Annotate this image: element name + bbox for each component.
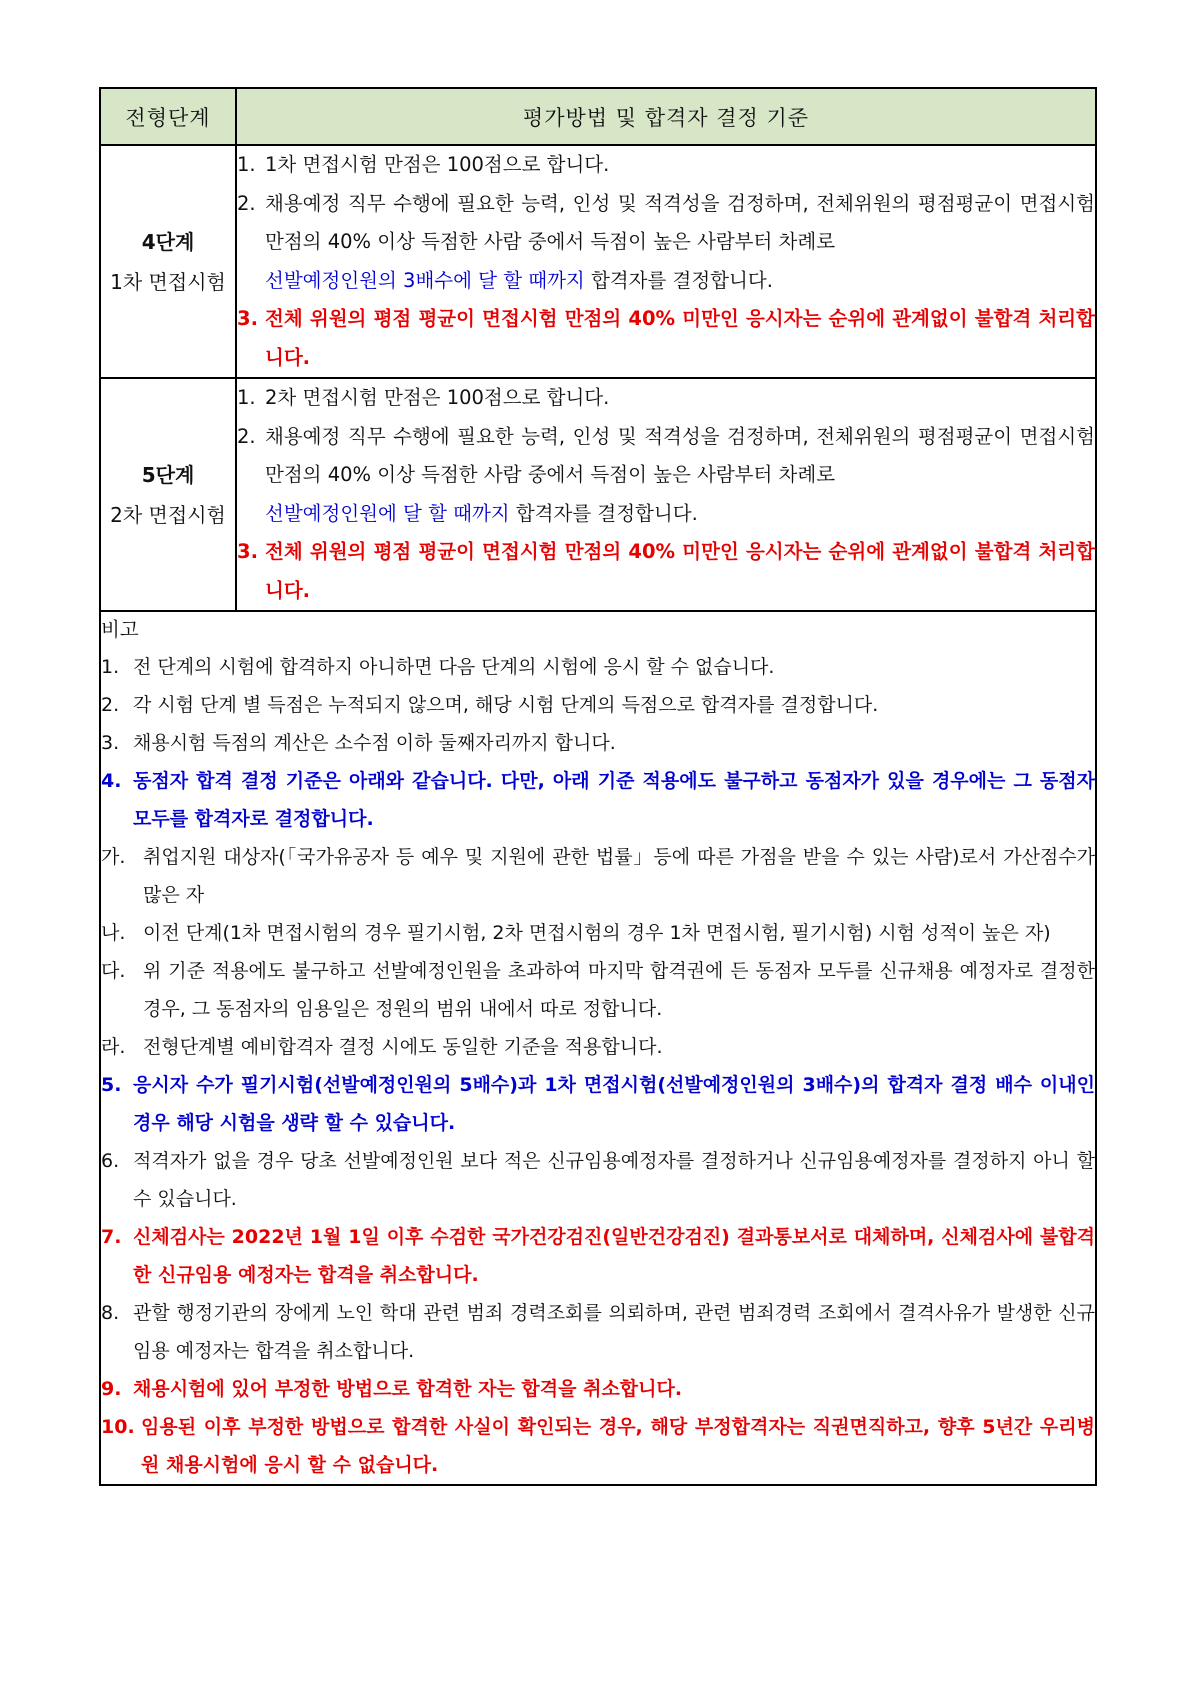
item-text: 2차 면접시험 만점은 100점으로 합니다.	[265, 386, 610, 409]
item-text: 전체 위원의 평점 평균이 면접시험 만점의 40% 미만인 응시자는 순위에 관계없이 불합격 처리합니다.	[265, 307, 1095, 369]
header-criteria: 평가방법 및 합격자 결정 기준	[236, 88, 1096, 145]
item-number: 1.	[237, 153, 256, 176]
item-text: 전체 위원의 평점 평균이 면접시험 만점의 40% 미만인 응시자는 순위에 관계없이 불합격 처리합니다.	[265, 540, 1095, 602]
stage-name: 1차 면접시험	[110, 269, 226, 294]
note-item-warning: 7. 신체검사는 2022년 1월 1일 이후 수검한 국가건강검진(일반건강검진) 결과통보서로 대체하며, 신체검사에 불합격한 신규임용 예정자는 합격을 취소합니다.	[101, 1226, 1095, 1286]
item-number: 3.	[237, 307, 258, 330]
notes-title: 비고	[101, 618, 139, 641]
item-text: 채용예정 직무 수행에 필요한 능력, 인성 및 적격성을 검정하며, 전체위원의 평점평균이 면접시험 만점의 40% 이상 득점한 사람 중에서 득점이 높은 사람부터 차례로 선발예정인원에 달 할 때까지 합격자를 결정합니다.	[265, 424, 1095, 525]
note-subitem: 라. 전형단계별 예비합격자 결정 시에도 동일한 기준을 적용합니다.	[101, 1036, 663, 1058]
criteria-item	[237, 185, 1095, 301]
note-item: 1. 전 단계의 시험에 합격하지 아니하면 다음 단계의 시험에 응시 할 수 없습니다.	[101, 656, 775, 678]
highlight-text: 선발예정인원의 3배수에 달 할 때까지	[265, 268, 585, 292]
note-subitem: 가. 취업지원 대상자(「국가유공자 등 예우 및 지원에 관한 법률」등에 따른 가점을 받을 수 있는 사람)로서 가산점수가 많은 자	[101, 846, 1095, 906]
stage-number: 5단계	[141, 462, 195, 487]
stage-name: 2차 면접시험	[110, 502, 226, 527]
item-number: 2.	[237, 191, 256, 215]
item-text: 채용예정 직무 수행에 필요한 능력, 인성 및 적격성을 검정하며, 전체위원의 평점평균이 면접시험 만점의 40% 이상 득점한 사람 중에서 득점이 높은 사람부터 차례로 선발예정인원의 3배수에 달 할 때까지 합격자를 결정합니다.	[265, 191, 1095, 292]
note-item-warning: 10. 임용된 이후 부정한 방법으로 합격한 사실이 확인되는 경우, 해당 부정합격자는 직권면직하고, 향후 5년간 우리병원 채용시험에 응시 할 수 없습니다.	[101, 1416, 1095, 1476]
criteria-item	[237, 418, 1095, 534]
criteria-item	[237, 146, 1095, 185]
selection-criteria-table	[99, 87, 1097, 1486]
table-row-stage-5	[100, 378, 1096, 611]
highlight-text: 선발예정인원에 달 할 때까지	[265, 501, 510, 525]
note-item: 2. 각 시험 단계 별 득점은 누적되지 않으며, 해당 시험 단계의 득점으로 합격자를 결정합니다.	[101, 694, 879, 716]
note-item: 3. 채용시험 득점의 계산은 소수점 이하 둘째자리까지 합니다.	[101, 732, 616, 754]
item-number: 1.	[237, 386, 256, 409]
note-subitem: 다. 위 기준 적용에도 불구하고 선발예정인원을 초과하여 마지막 합격권에 든 동점자 모두를 신규채용 예정자로 결정한 경우, 그 동점자의 임용일은 정원의 범위 내에서 따로 정합니다.	[101, 960, 1095, 1020]
note-item-highlight: 5. 응시자 수가 필기시험(선발예정인원의 5배수)과 1차 면접시험(선발예정인원의 3배수)의 합격자 결정 배수 이내인 경우 해당 시험을 생략 할 수 있습니다.	[101, 1074, 1095, 1134]
criteria-cell	[236, 145, 1096, 378]
document-page	[99, 87, 1097, 1486]
note-item-highlight: 4. 동점자 합격 결정 기준은 아래와 같습니다. 다만, 아래 기준 적용에도 불구하고 동점자가 있을 경우에는 그 동점자 모두를 합격자로 결정합니다.	[101, 770, 1095, 830]
item-number: 2.	[237, 424, 256, 448]
item-number: 3.	[237, 540, 258, 563]
criteria-item	[237, 379, 1095, 418]
criteria-cell	[236, 378, 1096, 611]
criteria-item-warning	[237, 533, 1095, 610]
note-item-warning: 9. 채용시험에 있어 부정한 방법으로 합격한 자는 합격을 취소합니다.	[101, 1378, 683, 1400]
note-item: 8. 관할 행정기관의 장에게 노인 학대 관련 범죄 경력조회를 의뢰하며, 관련 범죄경력 조회에서 결격사유가 발생한 신규임용 예정자는 합격을 취소합니다.	[101, 1302, 1095, 1362]
table-header-row	[100, 88, 1096, 145]
stage-cell	[100, 378, 236, 611]
criteria-item-warning	[237, 300, 1095, 377]
item-text: 1차 면접시험 만점은 100점으로 합니다.	[265, 153, 610, 176]
table-row-stage-4	[100, 145, 1096, 378]
stage-cell	[100, 145, 236, 378]
note-subitem: 나. 이전 단계(1차 면접시험의 경우 필기시험, 2차 면접시험의 경우 1차 면접시험, 필기시험) 시험 성적이 높은 자)	[101, 922, 1051, 944]
header-stage: 전형단계	[100, 88, 236, 145]
stage-number: 4단계	[141, 229, 195, 254]
table-row-notes	[100, 611, 1096, 1485]
note-item: 6. 적격자가 없을 경우 당초 선발예정인원 보다 적은 신규임용예정자를 결정하거나 신규임용예정자를 결정하지 아니 할 수 있습니다.	[101, 1150, 1095, 1210]
notes-cell	[100, 611, 1096, 1485]
